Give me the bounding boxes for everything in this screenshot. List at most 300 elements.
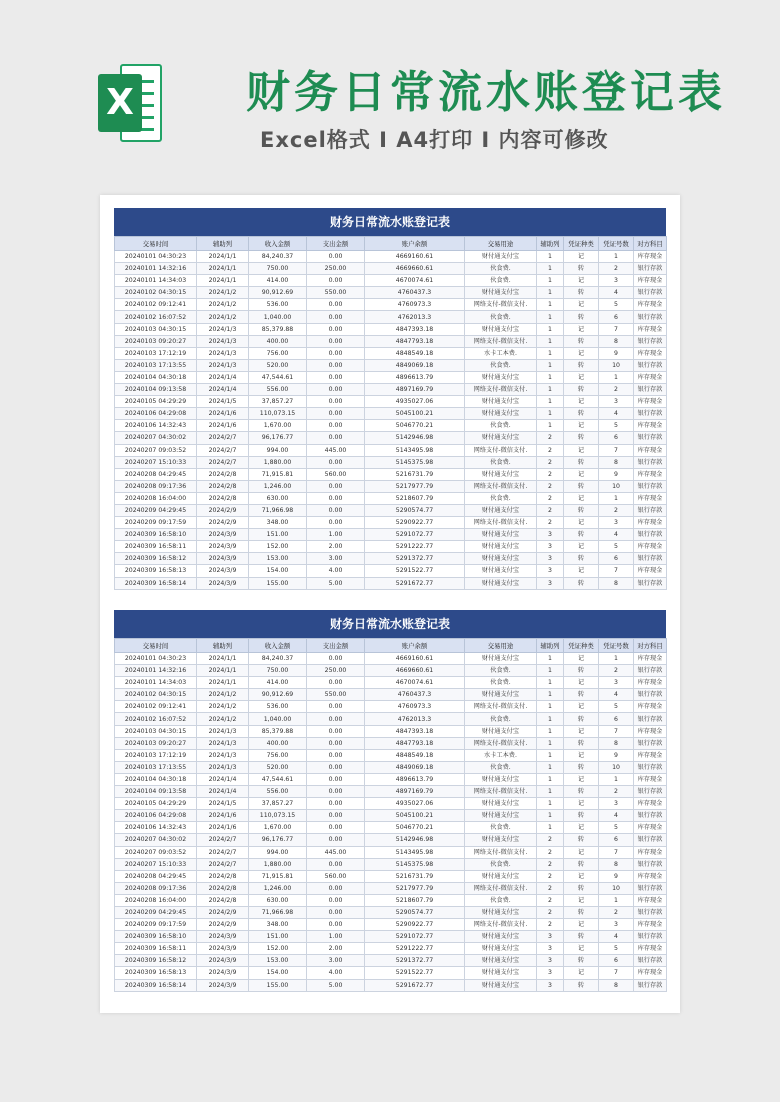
table-cell: 0.00 [307, 919, 365, 931]
table-cell: 2024/1/3 [197, 761, 249, 773]
table-cell: 2024/1/3 [197, 347, 249, 359]
table-cell: 4.00 [307, 967, 365, 979]
table-cell: 154.00 [249, 565, 307, 577]
table-cell: 3 [599, 517, 634, 529]
table-cell: 96,176.77 [249, 432, 307, 444]
table-cell: 财付通支付宝 [465, 371, 537, 383]
table-cell: 2024/1/4 [197, 773, 249, 785]
table-cell: 0.00 [307, 822, 365, 834]
table-cell: 4 [599, 529, 634, 541]
table-cell: 4896613.79 [365, 773, 465, 785]
table-cell: 3 [537, 931, 564, 943]
table-cell: 2024/1/6 [197, 408, 249, 420]
table-cell: 20240208 04:29:45 [115, 870, 197, 882]
table-row [115, 432, 667, 444]
table-cell: 2024/1/3 [197, 323, 249, 335]
table-cell: 20240101 14:32:16 [115, 665, 197, 677]
table-cell: 转 [564, 384, 599, 396]
table-cell: 库存现金 [634, 919, 667, 931]
table-row [115, 299, 667, 311]
table-cell: 库存现金 [634, 725, 667, 737]
table-row [115, 846, 667, 858]
table-cell: 银行存款 [634, 713, 667, 725]
table-cell: 银行存款 [634, 665, 667, 677]
table-row [115, 384, 667, 396]
table-cell: 0.00 [307, 323, 365, 335]
table-cell: 2024/1/6 [197, 810, 249, 822]
table-cell: 9 [599, 870, 634, 882]
table-cell: 2024/3/9 [197, 577, 249, 589]
table-cell: 4760437.3 [365, 287, 465, 299]
table-cell: 网络支付-微信支付. [465, 919, 537, 931]
table-cell: 5142946.98 [365, 432, 465, 444]
table-cell: 5290922.77 [365, 517, 465, 529]
table-cell: 20240207 09:03:52 [115, 846, 197, 858]
table-cell: 银行存款 [634, 834, 667, 846]
table-cell: 8 [599, 335, 634, 347]
table-cell: 1 [537, 761, 564, 773]
table-cell: 1 [537, 299, 564, 311]
table-cell: 756.00 [249, 347, 307, 359]
table-cell: 库存现金 [634, 749, 667, 761]
table-cell: 2024/3/9 [197, 565, 249, 577]
table-cell: 154.00 [249, 967, 307, 979]
table-cell: 转 [564, 689, 599, 701]
table-row [115, 347, 667, 359]
table-cell: 库存现金 [634, 468, 667, 480]
table-cell: 财付通支付宝 [465, 689, 537, 701]
table-cell: 1 [599, 894, 634, 906]
table-cell: 151.00 [249, 529, 307, 541]
column-header: 辅助列 [197, 237, 249, 251]
table-cell: 2 [537, 468, 564, 480]
table-row [115, 894, 667, 906]
table-row [115, 287, 667, 299]
table-cell: 0.00 [307, 504, 365, 516]
banner [0, 0, 780, 195]
table-cell: 1 [537, 287, 564, 299]
table-header-row [115, 639, 667, 653]
table-cell: 2 [537, 492, 564, 504]
table-cell: 20240102 04:30:15 [115, 689, 197, 701]
table-cell: 2024/1/4 [197, 786, 249, 798]
table-cell: 1 [537, 359, 564, 371]
table-cell: 2 [599, 263, 634, 275]
table-cell: 0.00 [307, 371, 365, 383]
table-cell: 转 [564, 335, 599, 347]
table-cell: 6 [599, 311, 634, 323]
table-cell: 2024/2/9 [197, 919, 249, 931]
table-cell: 伙食费. [465, 761, 537, 773]
table-cell: 记 [564, 798, 599, 810]
table-cell: 2024/1/5 [197, 396, 249, 408]
table-cell: 1 [537, 701, 564, 713]
table-cell: 银行存款 [634, 311, 667, 323]
table-cell: 财付通支付宝 [465, 870, 537, 882]
table-row [115, 689, 667, 701]
table-cell: 2024/2/8 [197, 480, 249, 492]
table-cell: 20240106 14:32:43 [115, 822, 197, 834]
table-cell: 财付通支付宝 [465, 931, 537, 943]
table-cell: 记 [564, 653, 599, 665]
table-row [115, 456, 667, 468]
table-cell: 记 [564, 541, 599, 553]
table-cell: 记 [564, 894, 599, 906]
table-cell: 记 [564, 749, 599, 761]
table-cell: 7 [599, 967, 634, 979]
table-cell: 银行存款 [634, 504, 667, 516]
table-cell: 2024/1/2 [197, 287, 249, 299]
table-cell: 转 [564, 504, 599, 516]
table-cell: 银行存款 [634, 553, 667, 565]
table-cell: 152.00 [249, 943, 307, 955]
table-cell: 2024/1/3 [197, 725, 249, 737]
table-cell: 37,857.27 [249, 396, 307, 408]
table-cell: 2 [599, 504, 634, 516]
table-cell: 2 [537, 456, 564, 468]
table-cell: 银行存款 [634, 979, 667, 991]
table-row [115, 773, 667, 785]
table-cell: 20240309 16:58:12 [115, 553, 197, 565]
table-cell: 财付通支付宝 [465, 773, 537, 785]
table-cell: 水卡工本费. [465, 749, 537, 761]
column-header: 支出金额 [307, 237, 365, 251]
table-cell: 转 [564, 761, 599, 773]
table-cell: 银行存款 [634, 384, 667, 396]
table-cell: 转 [564, 480, 599, 492]
table-cell: 3.00 [307, 955, 365, 967]
table-cell: 153.00 [249, 553, 307, 565]
table-row [115, 749, 667, 761]
table-cell: 2024/1/4 [197, 384, 249, 396]
table-cell: 20240309 16:58:14 [115, 577, 197, 589]
table-row [115, 275, 667, 287]
table-cell: 71,915.81 [249, 468, 307, 480]
table-cell: 库存现金 [634, 275, 667, 287]
table-cell: 2024/1/1 [197, 275, 249, 287]
table-cell: 库存现金 [634, 444, 667, 456]
table-cell: 85,379.88 [249, 323, 307, 335]
table-cell: 560.00 [307, 870, 365, 882]
table-cell: 记 [564, 347, 599, 359]
table-cell: 2 [537, 517, 564, 529]
table-cell: 0.00 [307, 480, 365, 492]
table-cell: 记 [564, 846, 599, 858]
table-row [115, 653, 667, 665]
table-cell: 1.00 [307, 931, 365, 943]
table-row [115, 251, 667, 263]
table-cell: 2 [599, 384, 634, 396]
table-cell: 1,040.00 [249, 311, 307, 323]
column-header: 账户余额 [365, 639, 465, 653]
column-header: 交易用途 [465, 639, 537, 653]
table-cell: 2024/1/5 [197, 798, 249, 810]
table-cell: 4847793.18 [365, 737, 465, 749]
table-cell: 20240309 16:58:14 [115, 979, 197, 991]
table-cell: 2024/3/9 [197, 931, 249, 943]
table-cell: 20240207 15:10:33 [115, 456, 197, 468]
table-cell: 1 [537, 725, 564, 737]
table-cell: 414.00 [249, 275, 307, 287]
table-cell: 37,857.27 [249, 798, 307, 810]
table-cell: 0.00 [307, 653, 365, 665]
table-cell: 1 [537, 335, 564, 347]
table-cell: 520.00 [249, 761, 307, 773]
table-cell: 4 [599, 689, 634, 701]
table-cell: 6 [599, 955, 634, 967]
table-cell: 20240209 09:17:59 [115, 517, 197, 529]
table-cell: 1 [537, 749, 564, 761]
table-cell: 记 [564, 565, 599, 577]
table-cell: 20240106 04:29:08 [115, 810, 197, 822]
table-cell: 银行存款 [634, 456, 667, 468]
table-row [115, 725, 667, 737]
table-cell: 0.00 [307, 786, 365, 798]
table-cell: 转 [564, 834, 599, 846]
table-cell: 20240103 04:30:15 [115, 725, 197, 737]
table-cell: 银行存款 [634, 408, 667, 420]
table-cell: 4847393.18 [365, 725, 465, 737]
table-cell: 0.00 [307, 749, 365, 761]
table-cell: 5217977.79 [365, 882, 465, 894]
table-cell: 5216731.79 [365, 468, 465, 480]
table-cell: 2024/2/7 [197, 432, 249, 444]
table-cell: 10 [599, 480, 634, 492]
table-cell: 网络支付-微信支付. [465, 701, 537, 713]
table-cell: 1 [537, 323, 564, 335]
table-cell: 20240309 16:58:11 [115, 943, 197, 955]
table-cell: 伙食费. [465, 713, 537, 725]
table-cell: 20240103 04:30:15 [115, 323, 197, 335]
table-cell: 水卡工本费. [465, 347, 537, 359]
table-cell: 414.00 [249, 677, 307, 689]
table-cell: 银行存款 [634, 955, 667, 967]
table-cell: 转 [564, 263, 599, 275]
table-cell: 556.00 [249, 786, 307, 798]
table-cell: 2024/2/8 [197, 882, 249, 894]
table-cell: 2024/3/9 [197, 967, 249, 979]
table-cell: 库存现金 [634, 492, 667, 504]
table-cell: 0.00 [307, 456, 365, 468]
table-cell: 0.00 [307, 834, 365, 846]
table-cell: 20240209 09:17:59 [115, 919, 197, 931]
table-cell: 4670074.61 [365, 677, 465, 689]
table-cell: 1,880.00 [249, 456, 307, 468]
table-cell: 4 [599, 810, 634, 822]
table-cell: 85,379.88 [249, 725, 307, 737]
table-cell: 转 [564, 287, 599, 299]
table-cell: 2024/3/9 [197, 553, 249, 565]
table-cell: 445.00 [307, 444, 365, 456]
table-cell: 5046770.21 [365, 420, 465, 432]
table-cell: 5290574.77 [365, 504, 465, 516]
table-row [115, 541, 667, 553]
table-cell: 4935027.06 [365, 396, 465, 408]
table-cell: 20240208 09:17:36 [115, 882, 197, 894]
table-cell: 5291072.77 [365, 529, 465, 541]
table-cell: 3 [599, 396, 634, 408]
table-cell: 1.00 [307, 529, 365, 541]
table-cell: 9 [599, 347, 634, 359]
table-cell: 20240106 14:32:43 [115, 420, 197, 432]
column-header: 交易时间 [115, 237, 197, 251]
table-cell: 2024/2/9 [197, 517, 249, 529]
table-cell: 20240309 16:58:10 [115, 529, 197, 541]
table-cell: 151.00 [249, 931, 307, 943]
table-cell: 5218607.79 [365, 492, 465, 504]
table-cell: 5290574.77 [365, 906, 465, 918]
table-cell: 1,246.00 [249, 480, 307, 492]
table-cell: 银行存款 [634, 786, 667, 798]
table-cell: 转 [564, 858, 599, 870]
table-row [115, 480, 667, 492]
table-cell: 财付通支付宝 [465, 834, 537, 846]
table-cell: 伙食费. [465, 311, 537, 323]
table-cell: 网络支付-微信支付. [465, 299, 537, 311]
table-cell: 网络支付-微信支付. [465, 335, 537, 347]
table-cell: 记 [564, 492, 599, 504]
column-header: 对方科目 [634, 639, 667, 653]
table-cell: 库存现金 [634, 967, 667, 979]
table-cell: 1,670.00 [249, 822, 307, 834]
table-cell: 153.00 [249, 955, 307, 967]
table-cell: 20240209 04:29:45 [115, 504, 197, 516]
table-cell: 20240103 17:13:55 [115, 761, 197, 773]
table-cell: 4847793.18 [365, 335, 465, 347]
table-row [115, 371, 667, 383]
table-cell: 银行存款 [634, 529, 667, 541]
ledger-table-1 [114, 208, 666, 590]
table-cell: 0.00 [307, 275, 365, 287]
table-cell: 3 [537, 553, 564, 565]
table-cell: 1 [537, 822, 564, 834]
table-cell: 库存现金 [634, 420, 667, 432]
table-cell: 0.00 [307, 882, 365, 894]
table-cell: 3 [599, 919, 634, 931]
table-cell: 155.00 [249, 577, 307, 589]
table-cell: 财付通支付宝 [465, 810, 537, 822]
table-cell: 转 [564, 577, 599, 589]
table-cell: 7 [599, 444, 634, 456]
table-cell: 记 [564, 275, 599, 287]
table-row [115, 396, 667, 408]
table-cell: 1 [537, 798, 564, 810]
table-cell: 20240101 14:34:03 [115, 275, 197, 287]
table-cell: 2024/2/8 [197, 492, 249, 504]
table-cell: 0.00 [307, 492, 365, 504]
table-cell: 1 [599, 773, 634, 785]
table-row [115, 565, 667, 577]
table-cell: 400.00 [249, 737, 307, 749]
table-cell: 银行存款 [634, 906, 667, 918]
table-cell: 84,240.37 [249, 251, 307, 263]
table-cell: 银行存款 [634, 432, 667, 444]
column-header: 凭证号数 [599, 639, 634, 653]
table-cell: 伙食费. [465, 359, 537, 371]
table-cell: 5.00 [307, 577, 365, 589]
table-cell: 20240102 04:30:15 [115, 287, 197, 299]
table-cell: 3 [537, 943, 564, 955]
table-cell: 0.00 [307, 359, 365, 371]
table-cell: 伙食费. [465, 677, 537, 689]
table-cell: 1 [537, 408, 564, 420]
table-cell: 4760973.3 [365, 701, 465, 713]
table-cell: 20240309 16:58:13 [115, 565, 197, 577]
table-cell: 伙食费. [465, 420, 537, 432]
column-header: 交易时间 [115, 639, 197, 653]
table-row [115, 444, 667, 456]
table-cell: 20240102 09:12:41 [115, 299, 197, 311]
table-cell: 1 [537, 347, 564, 359]
table-cell: 0.00 [307, 299, 365, 311]
table-cell: 1 [537, 810, 564, 822]
table-cell: 2024/2/7 [197, 456, 249, 468]
table-cell: 2 [537, 870, 564, 882]
table-cell: 5046770.21 [365, 822, 465, 834]
table-cell: 2024/1/1 [197, 653, 249, 665]
table-cell: 银行存款 [634, 577, 667, 589]
table-cell: 20240104 04:30:18 [115, 371, 197, 383]
table-cell: 2024/2/7 [197, 444, 249, 456]
table-title: 财务日常流水账登记表 [114, 208, 666, 236]
table-cell: 1 [537, 263, 564, 275]
excel-logo-icon [98, 58, 162, 148]
table-cell: 5145375.98 [365, 858, 465, 870]
table-cell: 库存现金 [634, 870, 667, 882]
table-header-row [115, 237, 667, 251]
table-cell: 转 [564, 906, 599, 918]
table-cell: 20240209 04:29:45 [115, 906, 197, 918]
table-cell: 0.00 [307, 396, 365, 408]
table-cell: 2 [537, 882, 564, 894]
table-cell: 转 [564, 786, 599, 798]
table-cell: 20240207 04:30:02 [115, 834, 197, 846]
table-cell: 250.00 [307, 665, 365, 677]
table-cell: 1 [537, 713, 564, 725]
table-cell: 网络支付-微信支付. [465, 786, 537, 798]
table-row [115, 822, 667, 834]
table-cell: 0.00 [307, 798, 365, 810]
table-row [115, 677, 667, 689]
table-cell: 1 [537, 371, 564, 383]
table-cell: 财付通支付宝 [465, 565, 537, 577]
table-cell: 5291672.77 [365, 577, 465, 589]
table-cell: 20240309 16:58:12 [115, 955, 197, 967]
table-cell: 20240207 15:10:33 [115, 858, 197, 870]
table-cell: 10 [599, 761, 634, 773]
table-cell: 3 [537, 577, 564, 589]
table-cell: 伙食费. [465, 858, 537, 870]
table-cell: 71,915.81 [249, 870, 307, 882]
table-cell: 0.00 [307, 517, 365, 529]
table-cell: 5218607.79 [365, 894, 465, 906]
table-cell: 3 [537, 979, 564, 991]
table-cell: 4669660.61 [365, 665, 465, 677]
table-cell: 0.00 [307, 347, 365, 359]
table-cell: 银行存款 [634, 810, 667, 822]
table-cell: 4897169.79 [365, 786, 465, 798]
table-row [115, 906, 667, 918]
table-row [115, 359, 667, 371]
table-cell: 银行存款 [634, 931, 667, 943]
table-cell: 4760973.3 [365, 299, 465, 311]
table-cell: 转 [564, 882, 599, 894]
table-cell: 1 [537, 665, 564, 677]
table-cell: 财付通支付宝 [465, 653, 537, 665]
page-subtitle: Excel格式 I A4打印 I 内容可修改 [260, 128, 609, 152]
table-cell: 2024/1/3 [197, 335, 249, 347]
table-cell: 2024/1/4 [197, 371, 249, 383]
